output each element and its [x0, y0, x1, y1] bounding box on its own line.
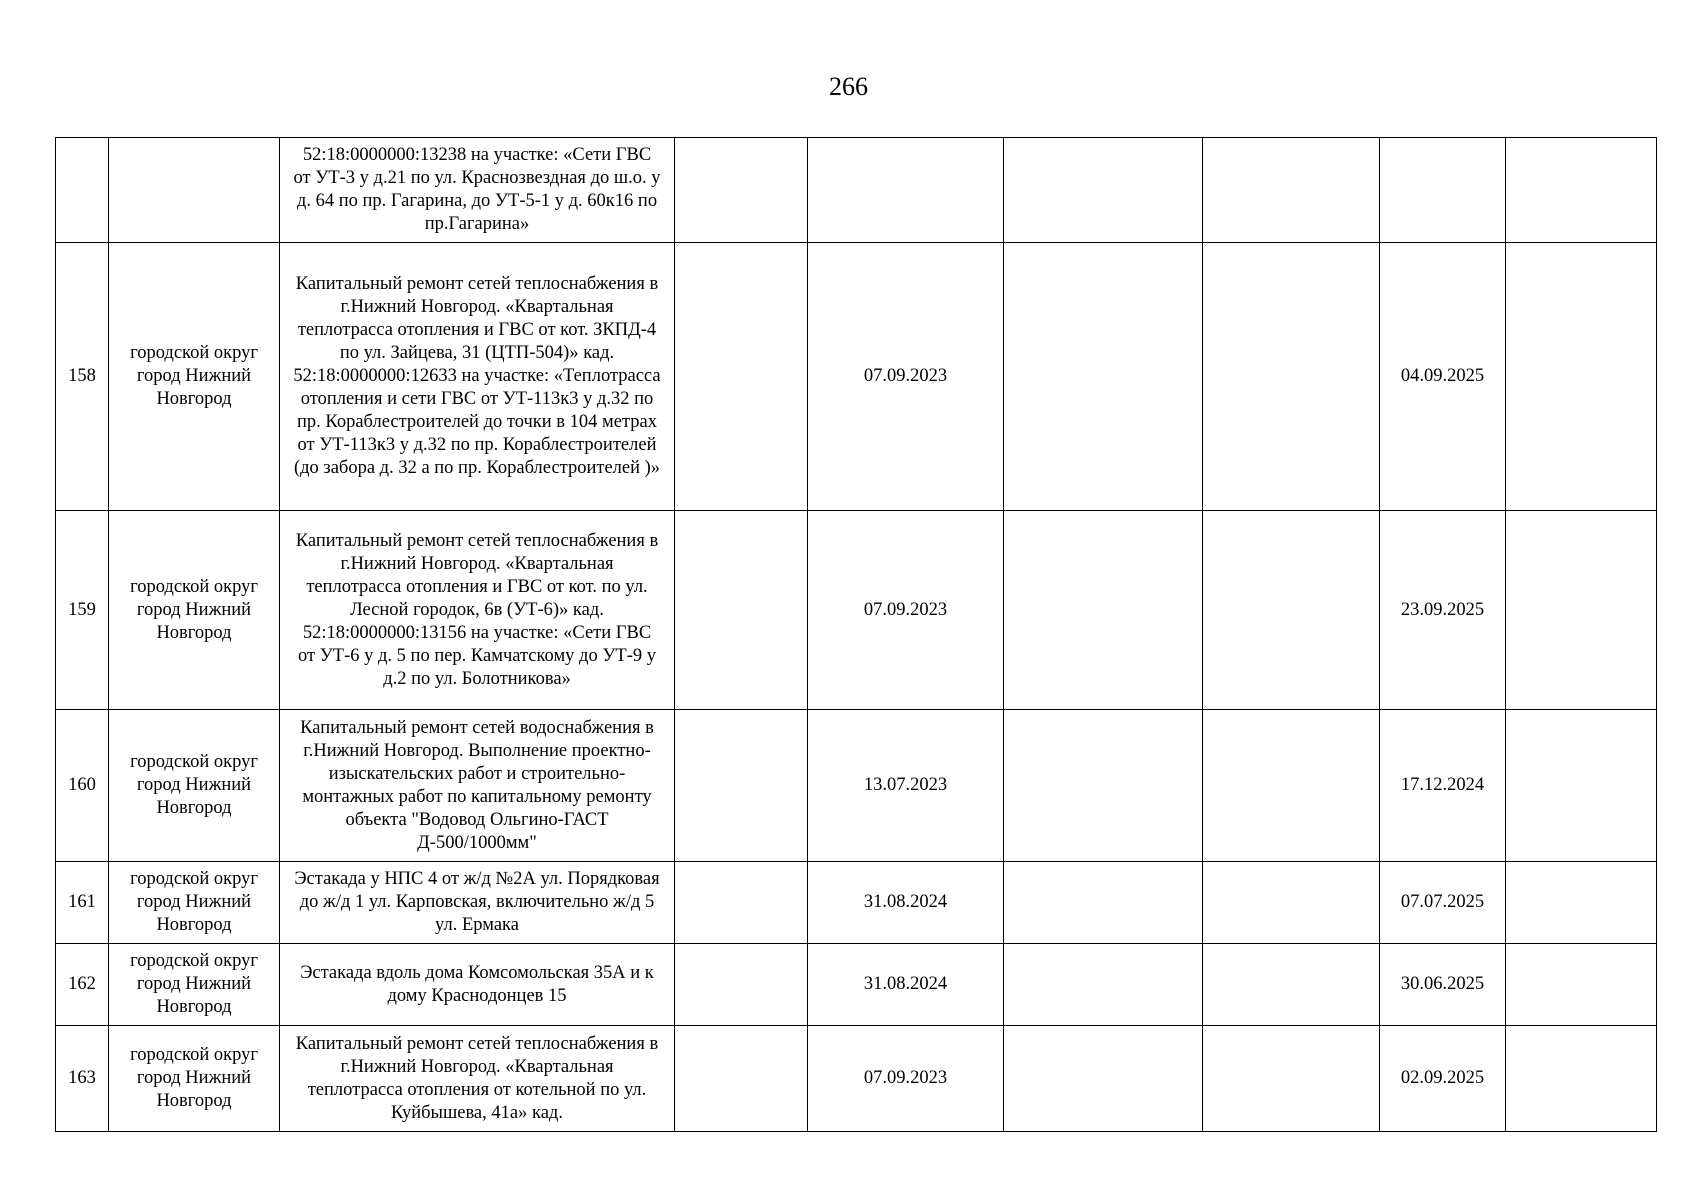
empty-cell — [1004, 862, 1203, 944]
start-date-cell — [808, 138, 1004, 243]
empty-cell — [1203, 710, 1380, 862]
end-date-cell: 17.12.2024 — [1380, 710, 1506, 862]
municipality-cell — [109, 138, 280, 243]
empty-cell — [1004, 944, 1203, 1026]
end-date-cell — [1380, 138, 1506, 243]
municipality-cell: городской округ город Нижний Новгород — [109, 511, 280, 710]
object-description-cell: Эстакада у НПС 4 от ж/д №2А ул. Порядковая до ж/д 1 ул. Карповская, включительно ж/д 5 ул. Ермака — [280, 862, 675, 944]
table-row — [56, 243, 1657, 511]
empty-cell — [1506, 511, 1657, 710]
object-description-cell: Капитальный ремонт сетей теплоснабжения в г.Нижний Новгород. «Квартальная теплотрасса отопления от котельной по ул. Куйбышева, 41а» кад. — [280, 1026, 675, 1132]
empty-cell — [675, 1026, 808, 1132]
start-date-cell: 31.08.2024 — [808, 862, 1004, 944]
object-description-cell: Капитальный ремонт сетей теплоснабжения в г.Нижний Новгород. «Квартальная теплотрасса отопления и ГВС от кот. ЗКПД-4 по ул. Зайцева, 31 (ЦТП-504)» кад. 52:18:0000000:12633 на участке: «Теплотрасса отопления и сети ГВС от УТ-113к3 у д.32 по пр. Кораблестроителей до точки в 104 метрах от УТ-113к3 у д.32 по пр. Кораблестроителей (до забора д. 32 а по пр. Кораблестроителей )» — [280, 243, 675, 511]
row-number-cell: 162 — [56, 944, 109, 1026]
empty-cell — [675, 138, 808, 243]
empty-cell — [1203, 1026, 1380, 1132]
municipality-cell: городской округ город Нижний Новгород — [109, 944, 280, 1026]
end-date-cell: 02.09.2025 — [1380, 1026, 1506, 1132]
empty-cell — [1506, 862, 1657, 944]
empty-cell — [675, 710, 808, 862]
row-number-cell: 160 — [56, 710, 109, 862]
start-date-cell: 07.09.2023 — [808, 243, 1004, 511]
table-row — [56, 944, 1657, 1026]
end-date-cell: 04.09.2025 — [1380, 243, 1506, 511]
table-row — [56, 710, 1657, 862]
empty-cell — [1506, 944, 1657, 1026]
start-date-cell: 07.09.2023 — [808, 511, 1004, 710]
row-number-cell: 159 — [56, 511, 109, 710]
empty-cell — [1004, 138, 1203, 243]
empty-cell — [1506, 138, 1657, 243]
start-date-cell: 31.08.2024 — [808, 944, 1004, 1026]
empty-cell — [1004, 511, 1203, 710]
empty-cell — [1203, 862, 1380, 944]
municipality-cell: городской округ город Нижний Новгород — [109, 710, 280, 862]
row-number-cell: 163 — [56, 1026, 109, 1132]
empty-cell — [675, 511, 808, 710]
empty-cell — [1004, 243, 1203, 511]
municipality-cell: городской округ город Нижний Новгород — [109, 862, 280, 944]
end-date-cell: 07.07.2025 — [1380, 862, 1506, 944]
row-number-cell: 161 — [56, 862, 109, 944]
empty-cell — [1004, 1026, 1203, 1132]
empty-cell — [1203, 944, 1380, 1026]
end-date-cell: 30.06.2025 — [1380, 944, 1506, 1026]
empty-cell — [1004, 710, 1203, 862]
object-description-cell: Эстакада вдоль дома Комсомольская 35А и к дому Краснодонцев 15 — [280, 944, 675, 1026]
object-description-cell: 52:18:0000000:13238 на участке: «Сети ГВС от УТ-3 у д.21 по ул. Краснозвездная до ш.о. у д. 64 по пр. Гагарина, до УТ-5-1 у д. 60к16 по пр.Гагарина» — [280, 138, 675, 243]
municipality-cell: городской округ город Нижний Новгород — [109, 243, 280, 511]
end-date-cell: 23.09.2025 — [1380, 511, 1506, 710]
empty-cell — [1506, 710, 1657, 862]
empty-cell — [675, 944, 808, 1026]
municipality-cell: городской округ город Нижний Новгород — [109, 1026, 280, 1132]
start-date-cell: 07.09.2023 — [808, 1026, 1004, 1132]
empty-cell — [1203, 243, 1380, 511]
object-description-cell: Капитальный ремонт сетей водоснабжения в г.Нижний Новгород. Выполнение проектно-изыскательских работ и строительно-монтажных работ по капитальному ремонту объекта "Водовод Ольгино-ГАСТ Д-500/1000мм" — [280, 710, 675, 862]
page-number: 266 — [829, 72, 868, 101]
row-number-cell: 158 — [56, 243, 109, 511]
empty-cell — [1506, 243, 1657, 511]
row-number-cell — [56, 138, 109, 243]
empty-cell — [675, 862, 808, 944]
table-row — [56, 862, 1657, 944]
table-row — [56, 1026, 1657, 1132]
table-row — [56, 511, 1657, 710]
empty-cell — [1506, 1026, 1657, 1132]
empty-cell — [1203, 138, 1380, 243]
start-date-cell: 13.07.2023 — [808, 710, 1004, 862]
empty-cell — [675, 243, 808, 511]
table-row-continuation — [56, 138, 1657, 243]
empty-cell — [1203, 511, 1380, 710]
object-description-cell: Капитальный ремонт сетей теплоснабжения в г.Нижний Новгород. «Квартальная теплотрасса отопления и ГВС от кот. по ул. Лесной городок, 6в (УТ-6)» кад. 52:18:0000000:13156 на участке: «Сети ГВС от УТ-6 у д. 5 по пер. Камчатскому до УТ-9 у д.2 по ул. Болотникова» — [280, 511, 675, 710]
works-table — [55, 137, 1657, 1132]
